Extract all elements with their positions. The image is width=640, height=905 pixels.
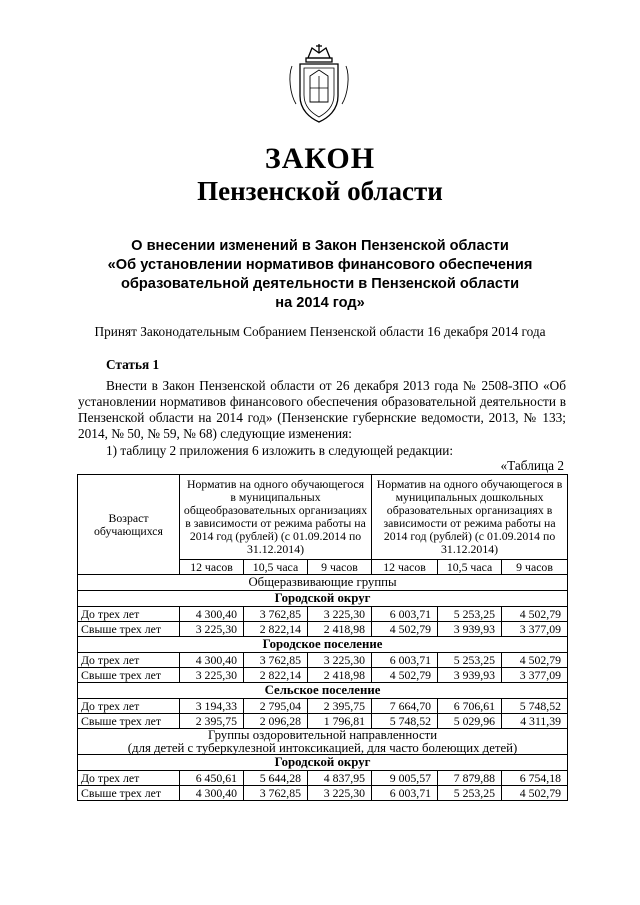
adoption-note: Принят Законодательным Собранием Пензенской области 16 декабря 2014 года <box>94 324 546 339</box>
hours-header: 9 часов <box>308 560 372 575</box>
table-row <box>78 714 568 729</box>
table-cell: 5 253,25 <box>438 786 502 801</box>
table-cell: 4 311,39 <box>502 714 568 729</box>
table-cell: 6 003,71 <box>372 653 438 668</box>
table-row <box>78 771 568 786</box>
table-cell: 2 395,75 <box>180 714 244 729</box>
article-heading: Статья 1 <box>106 357 160 372</box>
table-row <box>78 668 568 683</box>
table-cell: 3 377,09 <box>502 668 568 683</box>
group-title: Группы оздоровительной направленности <box>207 728 438 742</box>
law-heading-line: «Об установлении нормативов финансового обеспечения <box>107 257 533 273</box>
table-cell: 7 879,88 <box>438 771 502 786</box>
age-column-header: Возраст обучающихся <box>78 475 180 575</box>
law-heading <box>60 237 580 313</box>
subsection-heading: Городское поселение <box>78 637 568 653</box>
table-row <box>78 699 568 714</box>
row-label: Свыше трех лет <box>78 668 180 683</box>
table-cell: 3 939,93 <box>438 622 502 637</box>
table-cell: 4 300,40 <box>180 786 244 801</box>
table-cell: 5 253,25 <box>438 607 502 622</box>
subsection-heading: Городской округ <box>78 755 568 771</box>
table-row <box>78 607 568 622</box>
table-cell: 5 748,52 <box>502 699 568 714</box>
table-cell: 4 502,79 <box>502 786 568 801</box>
table-cell: 3 225,30 <box>180 622 244 637</box>
table-cell: 3 194,33 <box>180 699 244 714</box>
hours-header: 9 часов <box>502 560 568 575</box>
table-cell: 5 029,96 <box>438 714 502 729</box>
table-cell: 6 003,71 <box>372 786 438 801</box>
table-cell: 4 300,40 <box>180 607 244 622</box>
table-reference: «Таблица 2 <box>500 458 564 473</box>
table-cell: 4 837,95 <box>308 771 372 786</box>
table-cell: 2 795,04 <box>244 699 308 714</box>
table-cell: 3 762,85 <box>244 607 308 622</box>
table-cell: 4 300,40 <box>180 653 244 668</box>
group-note: (для детей с туберкулезной интоксикацией, для часто болеющих детей) <box>127 740 518 755</box>
table-cell: 3 225,30 <box>308 653 372 668</box>
row-label: До трех лет <box>78 699 180 714</box>
table-cell: 4 502,79 <box>372 622 438 637</box>
table-cell: 6 450,61 <box>180 771 244 786</box>
table-row <box>78 653 568 668</box>
table-row <box>78 786 568 801</box>
article-paragraph: Внести в Закон Пензенской области от 26 декабря 2013 года № 2508-ЗПО «Об установлении нормативов финансового обеспечения образовательной деятельности в Пензенской области на 2014 год» (Пензенские губернские ведомости, 2013, № 133; 2014, № 50, № 59, № 68) следующие изменения: <box>78 378 566 441</box>
hours-header: 12 часов <box>372 560 438 575</box>
row-label: Свыше трех лет <box>78 786 180 801</box>
row-label: До трех лет <box>78 607 180 622</box>
table-cell: 3 377,09 <box>502 622 568 637</box>
table-cell: 3 939,93 <box>438 668 502 683</box>
hours-header: 10,5 часа <box>438 560 502 575</box>
table-cell: 2 822,14 <box>244 668 308 683</box>
document-title: ЗАКОН <box>264 142 376 175</box>
table-cell: 2 418,98 <box>308 668 372 683</box>
table-cell: 5 748,52 <box>372 714 438 729</box>
table-cell: 1 796,81 <box>308 714 372 729</box>
row-label: Свыше трех лет <box>78 622 180 637</box>
general-schools-header: Норматив на одного обучающегося в муниципальных общеобразовательных организациях в зависимости от режима работы на 2014 год (рублей) (с 01.09.2014 по 31.12.2014) <box>180 475 372 560</box>
table-cell: 2 395,75 <box>308 699 372 714</box>
hours-header: 12 часов <box>180 560 244 575</box>
subsection-heading: Городской округ <box>78 591 568 607</box>
table-cell: 3 225,30 <box>308 786 372 801</box>
table-cell: 5 253,25 <box>438 653 502 668</box>
subsection-heading: Сельское поселение <box>78 683 568 699</box>
law-heading-line: на 2014 год» <box>275 295 365 311</box>
table-cell: 5 644,28 <box>244 771 308 786</box>
table-cell: 3 225,30 <box>308 607 372 622</box>
law-heading-line: образовательной деятельности в Пензенской области <box>120 276 520 292</box>
document-region: Пензенской области <box>197 176 443 206</box>
row-label: Свыше трех лет <box>78 714 180 729</box>
list-item: 1) таблицу 2 приложения 6 изложить в следующей редакции: <box>106 443 454 458</box>
row-label: До трех лет <box>78 653 180 668</box>
preschools-header: Норматив на одного обучающегося в муниципальных дошкольных образовательных организациях в зависимости от режима работы на 2014 год (рублей) (с 01.09.2014 по 31.12.2014) <box>372 475 568 560</box>
table-row <box>78 622 568 637</box>
table-cell: 6 706,61 <box>438 699 502 714</box>
table-cell: 3 762,85 <box>244 653 308 668</box>
table-cell: 7 664,70 <box>372 699 438 714</box>
table-cell: 4 502,79 <box>502 653 568 668</box>
table-cell: 6 003,71 <box>372 607 438 622</box>
group-heading: Общеразвивающие группы <box>78 575 568 591</box>
hours-header: 10,5 часа <box>244 560 308 575</box>
row-label: До трех лет <box>78 771 180 786</box>
table-cell: 4 502,79 <box>502 607 568 622</box>
table-cell: 9 005,57 <box>372 771 438 786</box>
standards-table <box>77 474 568 801</box>
group-heading <box>78 729 568 755</box>
table-cell: 2 822,14 <box>244 622 308 637</box>
table-cell: 4 502,79 <box>372 668 438 683</box>
coat-of-arms-icon <box>286 42 352 126</box>
law-heading-line: О внесении изменений в Закон Пензенской области <box>131 238 509 254</box>
table-cell: 3 225,30 <box>180 668 244 683</box>
table-cell: 2 096,28 <box>244 714 308 729</box>
table-cell: 3 762,85 <box>244 786 308 801</box>
table-cell: 2 418,98 <box>308 622 372 637</box>
table-cell: 6 754,18 <box>502 771 568 786</box>
